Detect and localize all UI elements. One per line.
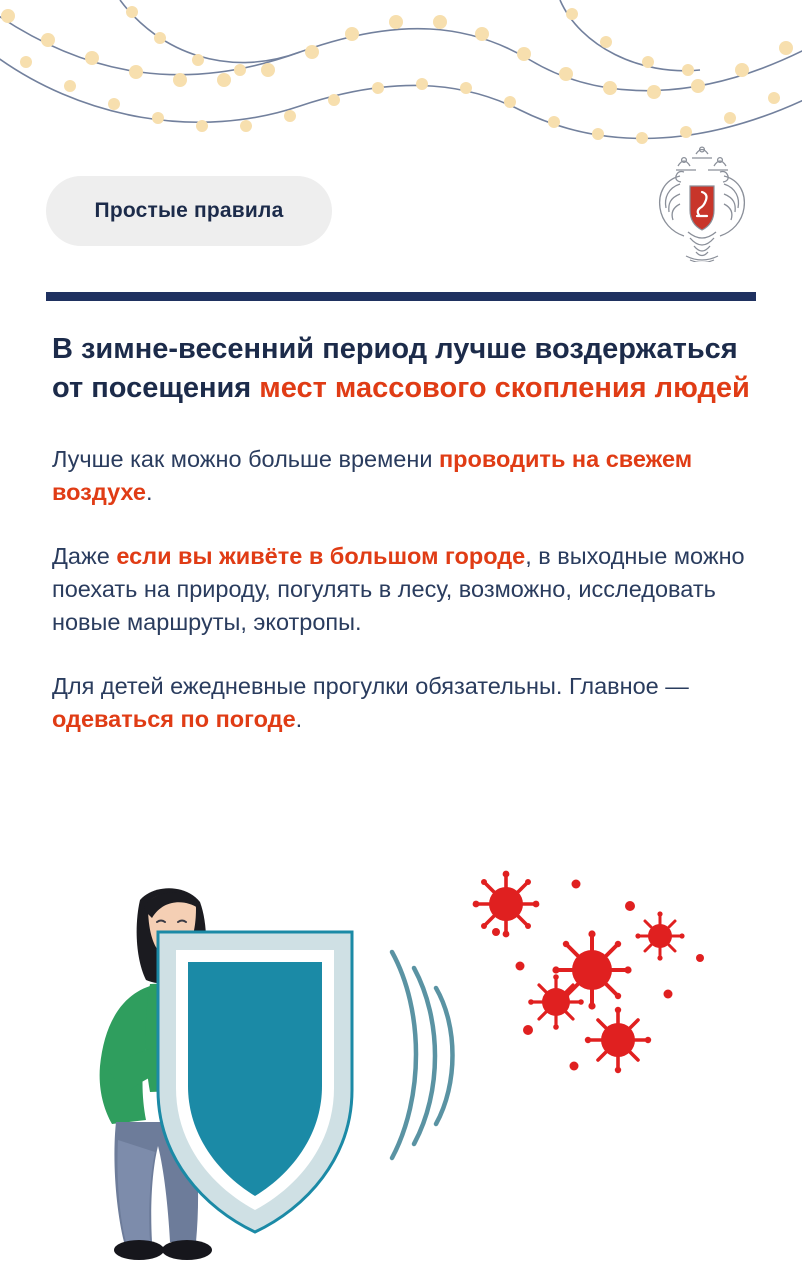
paragraph-1 — [52, 443, 764, 510]
paragraph-1-accent-1: проводить на свежем воздухе — [52, 445, 693, 506]
paragraph-1-plain-1: Лучше как можно больше времени — [52, 445, 439, 472]
paragraph-3-plain-2: . — [295, 706, 303, 733]
footer-bar — [0, 1262, 802, 1280]
paragraph-2-plain-2: , в выходные можно поехать на природу, погулять в лесу, возможно, исследовать новые маршруты, экотропы. — [52, 542, 745, 636]
divider-rule — [46, 292, 756, 301]
headline-plain-1: В зимне-весенний период лучше воздержаться от посещения — [52, 333, 738, 405]
motion-arcs — [392, 952, 453, 1158]
paragraph-1-plain-2: . — [145, 479, 153, 506]
page-title — [52, 330, 764, 409]
virus-particles — [473, 871, 704, 1074]
paragraph-3-plain-1: Для детей ежедневные прогулки обязательны. Главное — — [52, 672, 689, 699]
garland-decoration — [0, 0, 802, 150]
paragraph-2 — [52, 540, 764, 640]
paragraph-3 — [52, 670, 764, 737]
coat-of-arms-icon — [650, 146, 754, 262]
headline-accent-1: мест массового скопления людей — [259, 372, 750, 405]
paragraph-3-accent-1: одеваться по погоде — [52, 706, 296, 733]
illustration-woman-with-shield — [0, 840, 802, 1280]
article-content — [52, 330, 764, 764]
paragraph-2-plain-1: Даже — [52, 542, 117, 569]
category-badge-label: Простые правила — [94, 199, 284, 222]
paragraph-2-accent-1: если вы живёте в большом городе — [116, 542, 526, 569]
category-badge — [46, 176, 332, 246]
